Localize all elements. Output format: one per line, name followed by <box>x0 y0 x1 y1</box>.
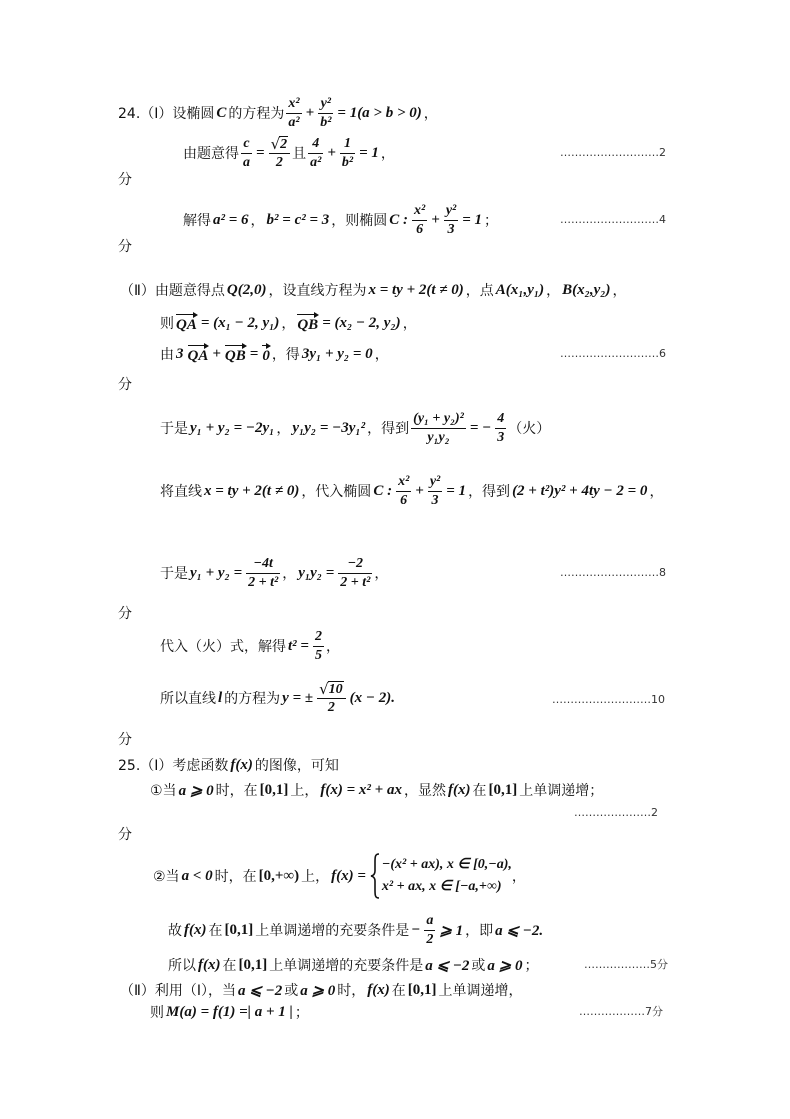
piecewise-cases <box>382 854 512 897</box>
text-run: （Ⅱ）由题意得点 <box>120 283 225 299</box>
math-expr: l <box>218 689 223 706</box>
q24-part2-line6 <box>160 553 388 593</box>
math-expr: x = ty + 2(t ≠ 0) <box>204 482 300 499</box>
text-run: 解得 <box>183 213 211 229</box>
text-run: ， <box>612 283 627 299</box>
score-dots: ………………………4 <box>560 213 666 226</box>
text-run: 所以 <box>168 958 196 974</box>
fraction-denominator: 2 <box>426 931 434 947</box>
q25-part1-line4 <box>168 910 545 950</box>
math-expr: a² = 6 <box>213 211 249 228</box>
fraction-denominator: 5 <box>314 647 322 663</box>
math-expr: t² = <box>288 637 309 654</box>
math-expr: = − <box>469 419 492 436</box>
fraction-denominator: 2 + t² <box>248 574 279 590</box>
score-unit: 分 <box>118 827 132 843</box>
text-run: ，显然 <box>403 783 446 799</box>
text-run: ， <box>276 421 291 437</box>
math-expr: = (x₁ − 2, y₁) <box>200 314 280 331</box>
score-dots: ………………………8 <box>560 566 666 579</box>
fraction-numerator: −2 <box>347 556 364 572</box>
interval: [0,1] <box>407 981 437 998</box>
text-run: ， <box>374 566 389 582</box>
text-run: 上， <box>290 783 319 799</box>
radical <box>269 136 291 153</box>
fraction-denominator: a <box>243 154 250 170</box>
math-expr: a ⩽ −2 <box>238 982 283 999</box>
fraction-numerator: 2 <box>314 629 322 645</box>
math-expr: + <box>327 144 336 161</box>
score-dots: ………………7分 <box>579 1005 663 1018</box>
text-run: 且 <box>292 146 307 162</box>
q24-part2-line3 <box>160 334 389 374</box>
fraction-denominator: 2 <box>317 698 346 715</box>
vector: QA <box>174 312 199 334</box>
interval: [0,1] <box>259 781 289 798</box>
q24-part1-line2 <box>183 133 395 173</box>
math-expr: f(x) <box>367 981 390 998</box>
text-run: 在 <box>222 958 237 974</box>
text-run: ， <box>281 316 296 332</box>
q25-part1-line2 <box>150 770 603 810</box>
case-row: −(x² + ax), x ∈ [0,−a), <box>381 857 512 873</box>
q25-part1-line3 <box>153 848 526 904</box>
math-expr: x = ty + 2(t ≠ 0) <box>368 281 464 298</box>
math-expr: a < 0 <box>181 867 213 884</box>
radical-sign: √ <box>270 135 281 153</box>
fraction <box>495 411 506 445</box>
math-expr: = (x₂ − 2, y₂) <box>322 314 401 331</box>
interval: [0,1] <box>224 921 254 938</box>
text-run: 在 <box>208 923 223 939</box>
text-run: ，则椭圆 <box>331 213 388 229</box>
math-expr: = 1 <box>359 144 379 161</box>
text-run: 24.（Ⅰ）设椭圆 <box>118 106 215 122</box>
fraction <box>286 96 301 130</box>
text-run: 于是 <box>160 566 188 582</box>
left-brace <box>370 853 380 899</box>
fraction-denominator: b² <box>341 154 354 170</box>
fraction-denominator: 6 <box>412 220 427 237</box>
text-run: ， <box>511 869 526 885</box>
q24-part2-line7 <box>160 626 340 666</box>
text-run: ， <box>423 106 438 122</box>
text-run: ①当 <box>150 783 177 799</box>
math-expr: f(x) <box>184 921 207 938</box>
math-expr: (2 + t²)y² + 4ty − 2 = 0 <box>512 482 648 499</box>
text-run: ， <box>325 639 340 655</box>
text-run: ，得 <box>271 347 300 363</box>
text-run: ， <box>250 213 265 229</box>
fraction-numerator: x² <box>414 203 426 219</box>
math-expr: 3y₁ + y₂ = 0 <box>301 345 373 362</box>
fraction <box>308 136 323 170</box>
math-expr: f(x) <box>198 956 221 973</box>
text-run: ， <box>402 316 417 332</box>
score-unit: 分 <box>118 732 132 748</box>
score-dots: …………………2 <box>574 806 658 819</box>
text-run: 上单调递增， <box>438 983 523 999</box>
q24-part1-line3 <box>183 200 498 240</box>
math-expr: C <box>216 104 227 121</box>
math-expr: b² = c² = 3 <box>266 211 330 228</box>
text-run: 时，在 <box>215 783 258 799</box>
fraction-numerator: c <box>243 136 250 152</box>
vector: QB <box>295 312 320 334</box>
text-run: ，代入椭圆 <box>301 484 372 500</box>
text-run: 代入（火）式，解得 <box>160 639 286 655</box>
fraction-denominator: 3 <box>428 491 442 508</box>
radical-sign: √ <box>319 680 329 698</box>
text-run: ，设直线方程为 <box>268 283 367 299</box>
q24-part2-line5 <box>160 471 663 511</box>
zero-vector: 0 <box>260 343 272 365</box>
text-run: （Ⅱ）利用（Ⅰ），当 <box>120 983 237 999</box>
text-run: 上， <box>301 869 330 885</box>
math-expr: y₁y₂ = <box>298 564 335 581</box>
score-dots: ………………………2 <box>560 146 666 159</box>
text-run: 或 <box>284 983 299 999</box>
fraction-denominator: 3 <box>444 220 458 237</box>
text-run: ， <box>380 146 395 162</box>
text-run: 则 <box>160 316 174 332</box>
text-run: （火） <box>508 421 551 437</box>
fraction <box>444 203 458 237</box>
text-run: 时，在 <box>214 869 257 885</box>
fraction-denominator: b² <box>320 114 332 130</box>
fraction <box>246 556 280 590</box>
text-run: ， <box>282 566 297 582</box>
fraction-denominator: y₁y₂ <box>411 428 466 445</box>
fraction-numerator: a <box>426 913 434 929</box>
math-expr: + <box>305 104 315 121</box>
fraction <box>318 96 333 130</box>
math-expr: f(x) <box>447 781 471 798</box>
math-expr: = 1 <box>446 482 467 499</box>
math-expr: Q(2,0) <box>226 281 267 298</box>
radicand: 10 <box>328 681 343 697</box>
fraction-denominator: 6 <box>396 491 411 508</box>
fraction-numerator: 1 <box>343 136 351 152</box>
math-expr: y₁ + y₂ = <box>190 564 243 581</box>
math-expr: ⩾ 1 <box>439 922 464 939</box>
math-expr: C : <box>373 482 393 499</box>
text-run: ； <box>294 1005 309 1021</box>
text-run: ②当 <box>153 869 180 885</box>
fraction <box>241 136 252 170</box>
math-expr: − <box>411 921 421 938</box>
math-expr: a ⩾ 0 <box>487 957 523 974</box>
math-expr: f(x) <box>230 756 253 773</box>
math-expr: + <box>431 211 440 228</box>
interval: [0,+∞) <box>258 867 300 884</box>
math-expr: f(x) = <box>331 867 366 884</box>
fraction-numerator: −4t <box>253 556 273 572</box>
score-unit: 分 <box>118 606 132 622</box>
math-expr: + <box>212 345 221 362</box>
math-expr: a ⩽ −2 <box>425 957 470 974</box>
math-expr: B(x₂,y₂) <box>562 281 611 298</box>
q24-part1-line1 <box>118 93 438 133</box>
score-unit: 分 <box>118 239 132 255</box>
text-run: ， <box>649 484 664 500</box>
score-unit: 分 <box>118 377 132 393</box>
case-row: x² + ax, x ∈ [−a,+∞) <box>381 879 502 894</box>
text-run: 25.（Ⅰ）考虑函数 <box>118 758 229 774</box>
text-run: 上单调递增； <box>519 783 604 799</box>
vector: QA <box>186 343 211 365</box>
fraction <box>340 136 355 170</box>
math-expr: = 1 <box>462 211 483 228</box>
text-run: ， <box>374 347 389 363</box>
math-expr: a ⩾ 0 <box>300 982 336 999</box>
text-run: 在 <box>391 983 406 999</box>
math-expr: a ⩽ −2. <box>495 922 544 939</box>
score-dots: ………………5分 <box>584 958 668 971</box>
text-run: 在 <box>472 783 487 799</box>
radical <box>317 681 346 698</box>
fraction-denominator: 3 <box>497 429 505 445</box>
fraction <box>396 474 411 508</box>
q24-part2-line4 <box>160 408 550 448</box>
fraction-numerator: (y₁ + y₂)² <box>413 411 464 427</box>
math-expr: C : <box>389 211 409 228</box>
interval: [0,1] <box>238 956 268 973</box>
fraction-denominator: a² <box>310 154 322 170</box>
math-expr: + <box>415 482 424 499</box>
fraction-numerator: 4 <box>312 136 320 152</box>
fraction-denominator: 2 <box>269 153 291 170</box>
math-expr: y₁y₂ = −3y₁² <box>292 419 366 436</box>
math-expr: A(x₁,y₁) <box>495 281 545 298</box>
text-run: 上单调递增的充要条件是 <box>255 923 410 939</box>
math-expr: = 1(a > b > 0) <box>337 104 422 121</box>
text-run: ； <box>524 958 539 974</box>
fraction-denominator: 2 + t² <box>340 574 371 590</box>
text-run: ，点 <box>465 283 494 299</box>
text-run: 由 <box>160 347 174 363</box>
radicand: 2 <box>280 136 288 152</box>
text-run: 或 <box>471 958 486 974</box>
math-expr: = <box>249 345 259 362</box>
math-expr: M(a) = f(1) =| a + 1 | <box>166 1003 293 1020</box>
fraction <box>313 629 324 663</box>
text-run: 故 <box>168 923 182 939</box>
text-run: 的方程为 <box>224 691 281 707</box>
fraction <box>411 411 466 445</box>
fraction-numerator: y² <box>320 96 331 112</box>
math-expr: 3 <box>176 345 184 362</box>
math-expr: f(x) = x² + ax <box>320 781 402 798</box>
fraction <box>269 136 291 171</box>
text-run: ，得到 <box>468 484 511 500</box>
fraction-denominator: a² <box>288 114 300 130</box>
text-run: 时， <box>337 983 366 999</box>
score-dots: ………………………10 <box>552 693 665 706</box>
text-run: 则 <box>150 1005 164 1021</box>
fraction <box>338 556 372 590</box>
fraction-numerator: y² <box>429 474 441 490</box>
math-expr: = <box>256 144 265 161</box>
math-expr: a ⩾ 0 <box>178 782 214 799</box>
text-run: 所以直线 <box>160 691 216 707</box>
fraction-numerator: x² <box>288 96 300 112</box>
text-run: ，得到 <box>367 421 410 437</box>
text-run: 的方程为 <box>228 106 285 122</box>
score-unit: 分 <box>118 172 132 188</box>
text-run: 上单调递增的充要条件是 <box>269 958 424 974</box>
text-run: 将直线 <box>160 484 202 500</box>
fraction-numerator: y² <box>445 203 457 219</box>
math-expr: y₁ + y₂ = −2y₁ <box>190 419 275 436</box>
fraction <box>412 203 427 237</box>
text-run: 的图像，可知 <box>254 758 339 774</box>
fraction <box>428 474 442 508</box>
q25-part2-line2 <box>150 992 309 1032</box>
fraction-numerator: x² <box>398 474 410 490</box>
text-run: ， <box>546 283 561 299</box>
fraction-numerator: 4 <box>497 411 505 427</box>
interval: [0,1] <box>488 781 518 798</box>
score-dots: ………………………6 <box>560 347 666 360</box>
fraction <box>424 913 435 947</box>
vector: QB <box>223 343 248 365</box>
math-expr: (x − 2). <box>349 689 396 706</box>
text-run: 由题意得 <box>183 146 239 162</box>
text-run: 于是 <box>160 421 188 437</box>
fraction <box>317 681 346 716</box>
text-run: ； <box>484 213 499 229</box>
math-expr: y = ± <box>282 689 314 706</box>
q24-part2-line8 <box>160 678 397 718</box>
text-run: ，即 <box>465 923 494 939</box>
